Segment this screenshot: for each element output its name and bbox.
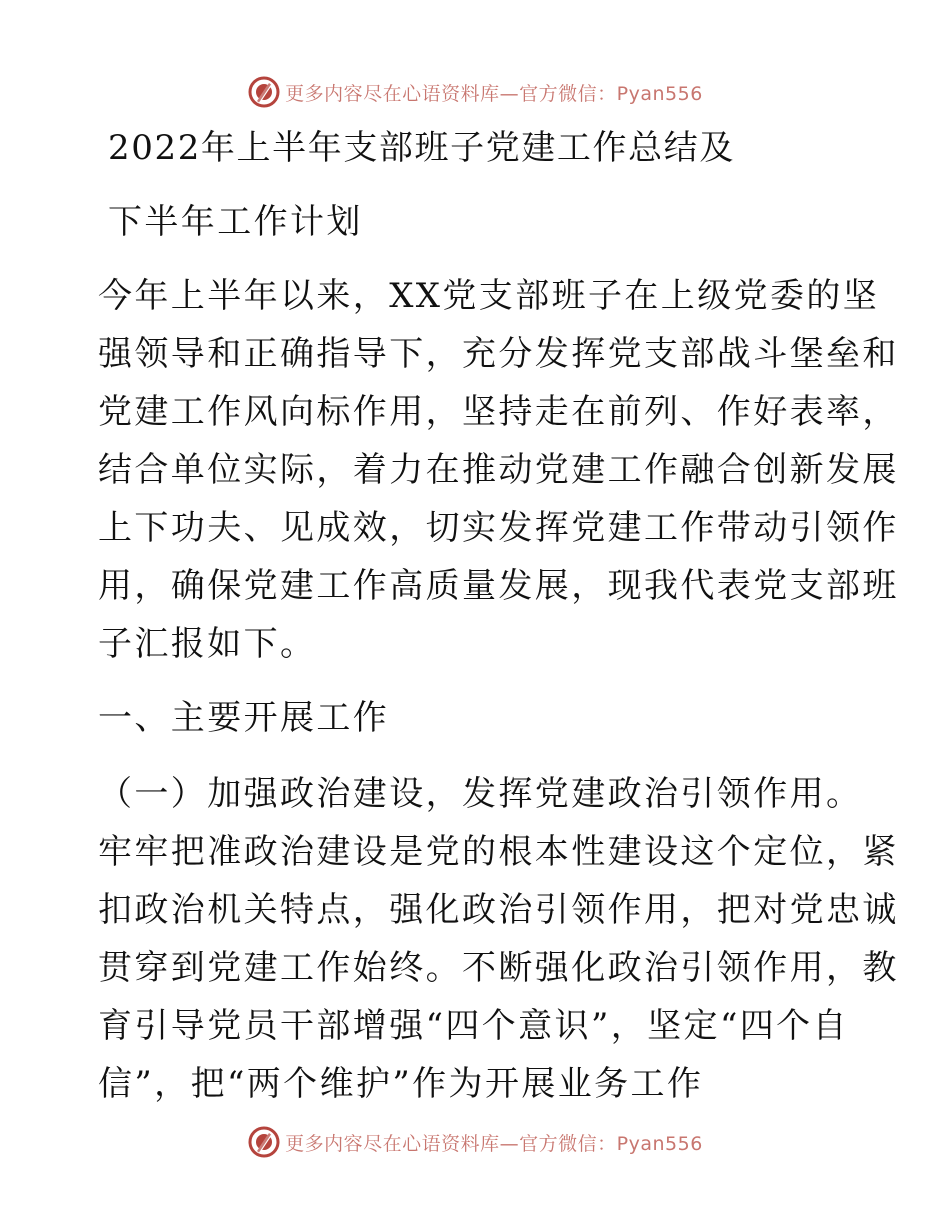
watermark-text: 更多内容尽在心语资料库—官方微信：Pyan556 [285,1132,703,1155]
subsection-paragraph-line: 贯穿到党建工作始终。不断强化政治引领作用，教 [98,948,899,988]
watermark-header [0,72,950,112]
intro-paragraph-line: 今年上半年以来，XX党支部班子在上级党委的坚 [98,276,880,316]
intro-paragraph-line: 子汇报如下。 [98,624,317,664]
subsection-paragraph-line: 牢牢把准政治建设是党的根本性建设这个定位，紧 [98,832,899,872]
document-title-line-2: 下半年工作计划 [108,202,363,242]
watermark-footer [0,1122,950,1162]
intro-paragraph-line: 结合单位实际，着力在推动党建工作融合创新发展 [98,450,899,490]
document-title-line-1: 2022年上半年支部班子党建工作总结及 [108,128,735,168]
subsection-paragraph-line: 扣政治机关特点，强化政治引领作用，把对党忠诚 [98,890,899,930]
subsection-paragraph-line: 信”，把“两个维护”作为开展业务工作 [98,1064,704,1104]
pen-logo-icon [247,75,281,109]
intro-paragraph-line: 强领导和正确指导下，充分发挥党支部战斗堡垒和 [98,334,899,374]
intro-paragraph-line: 上下功夫、见成效，切实发挥党建工作带动引领作 [98,508,899,548]
subsection-paragraph-line: 育引导党员干部增强“四个意识”，坚定“四个自 [98,1006,849,1046]
section-heading: 一、主要开展工作 [98,698,390,738]
subsection-heading: （一）加强政治建设，发挥党建政治引领作用。 [98,774,863,814]
intro-paragraph-line: 党建工作风向标作用，坚持走在前列、作好表率， [98,392,899,432]
pen-logo-icon [247,1125,281,1159]
watermark-text: 更多内容尽在心语资料库—官方微信：Pyan556 [285,82,703,105]
intro-paragraph-line: 用，确保党建工作高质量发展，现我代表党支部班 [98,566,899,606]
